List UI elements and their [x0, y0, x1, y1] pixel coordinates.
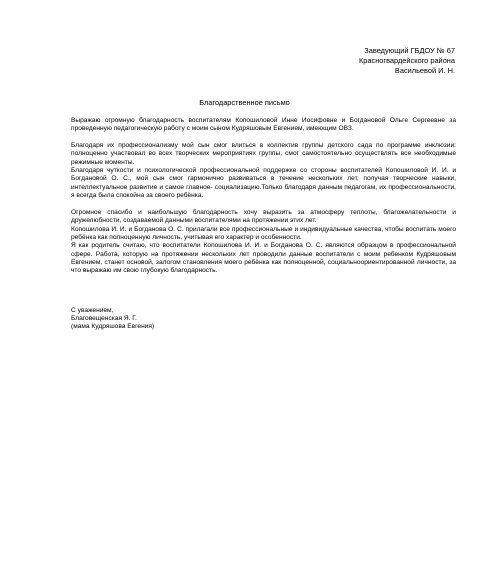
letter-body	[71, 117, 456, 332]
signature-closing: С уважением,	[71, 306, 114, 314]
signature-name: Благовещенская Я. Г.	[71, 314, 137, 322]
paragraph-support: Благодаря чуткости и психологической профессиональной поддержке со стороны воспитателей Копошиловой И. И. и Богдановой О. С., мой сын смог гармонично развиваться в течение нескольких лет, получая творческие навыки, интеллектуальное развитие и самое главное- социализацию.Только благодаря данным педагогам, их профессиональности, я всегда была спокойна за своего ребёнка.	[71, 167, 456, 200]
paragraph-qualities: Копошилова И. И. и Богданова О. С. прилагали все профессиональные и индивидуальные качества, чтобы воспитать моего ребёнка как полноценную личность, учитывая его характер и особенности.	[71, 225, 456, 241]
addressee-block	[285, 46, 455, 76]
letter-title: Благодарственное письмо	[199, 98, 290, 107]
addressee-district: Красногвардейского района	[358, 56, 455, 65]
addressee-position: Заведующий ГБДОУ № 67	[364, 46, 455, 55]
paragraph-professionalism: Благодаря их профессионализму мой сын смог влиться в коллектив группы детского сада по программе инклюзии: полноценно участвовал во всех творческих мероприятиях группы, смог самостоятельно осуществлять все необходимые режимные моменты.	[71, 142, 456, 166]
paragraph-atmosphere: Огромное спасибо и наибольшую благодарность хочу выразить за атмосферу теплоты, благожелательности и дружелюбности, создаваемой данными воспитателями на протяжении этих лет.	[71, 208, 456, 225]
signature-block	[71, 307, 456, 332]
signature-relation: (мама Кудряшова Евгения)	[71, 323, 155, 331]
paragraph-gratitude: Выражаю огромную благодарность воспитателям Копошиловой Инне Иосифовне и Богдановой Ольге Сергеевне за проведенную педагогическую работу с моим сыном Кудряшовым Евгением, имеющим ОВЗ.	[71, 117, 456, 133]
addressee-name: Васильевой И. Н.	[394, 66, 455, 75]
paragraph-parent-opinion: Я как родитель считаю, что воспитатели Копошилова И. И. и Богданова О. С. являются образцом в профессиональной сфере. Работа, которую на протяжении нескольких лет проводили данные воспитатели с моим ребенком Кудряшовым Евгением, станет основой, залогом становления моего ребёнка как полноценной, социальноориентированной личности, за что выражаю им свою глубокую благодарность.	[71, 242, 456, 275]
